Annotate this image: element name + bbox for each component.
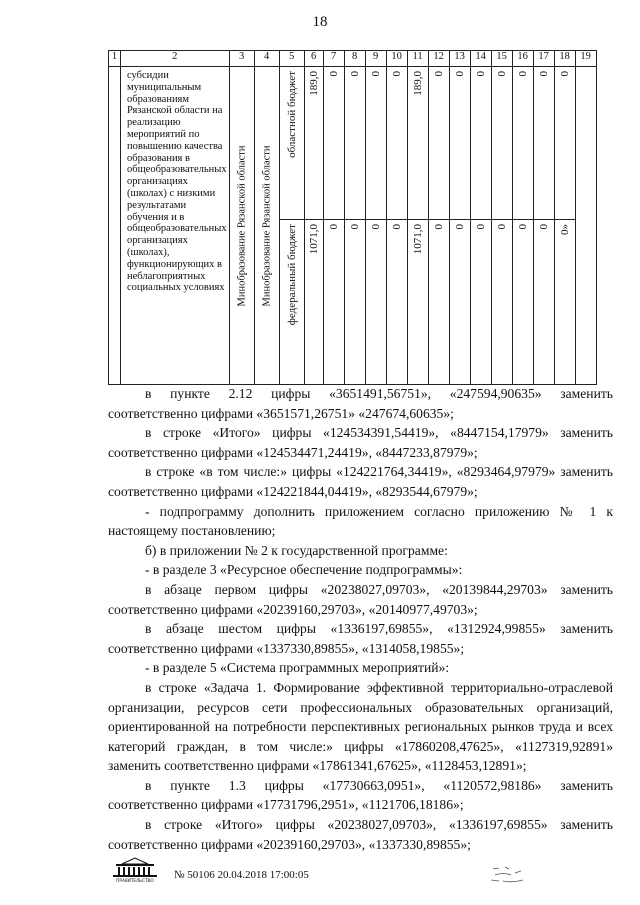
page-number: 18 xyxy=(312,14,328,30)
col-header: 1 xyxy=(109,51,121,67)
registration-stamp: № 50106 20.04.2018 17:00:05 xyxy=(174,869,309,881)
paragraph: в пункте 2.12 цифры «3651491,56751», «247594,90635» заменить соответственно цифрами «3651571,26751» «247674,60635»; xyxy=(108,386,613,421)
funding-source: областной бюджет xyxy=(285,71,298,158)
paragraph: - в разделе 3 «Ресурсное обеспечение подпрограммы»: xyxy=(145,562,463,578)
paragraph: в абзаце шестом цифры «1336197,69855», «1312924,99855» заменить соответственно цифрами «1337330,89855», «1314058,19855»; xyxy=(108,621,613,656)
value-cell xyxy=(344,220,365,385)
value-cell xyxy=(512,67,533,220)
cell-value: 0 xyxy=(348,224,361,230)
cell-value: 0 xyxy=(495,224,508,230)
paragraph: в строке «Итого» цифры «124534391,54419», «8447154,17979» заменить соответственно цифрами «124534471,24419», «8447233,87979»; xyxy=(108,425,613,460)
col-header: 17 xyxy=(533,51,554,67)
cell-value: 0 xyxy=(369,224,382,230)
cell-value: 189,0 xyxy=(307,71,320,96)
col-header: 7 xyxy=(323,51,344,67)
paragraph: - в разделе 5 «Система программных мероприятий»: xyxy=(145,660,450,676)
value-cell xyxy=(428,67,449,220)
cell-value: 1071,0 xyxy=(411,224,424,255)
value-cell xyxy=(323,220,344,385)
col-header: 11 xyxy=(407,51,428,67)
cell-value: 0 xyxy=(558,71,571,77)
government-building-logo xyxy=(110,857,160,883)
value-cell xyxy=(304,67,323,220)
row-number-cell xyxy=(109,67,121,385)
logo-caption: ПРАВИТЕЛЬСТВО xyxy=(116,878,154,883)
col-header: 16 xyxy=(512,51,533,67)
paragraph: в строке «Задача 1. Формирование эффективной территориально-отраслевой организации, ресурсов сети профессиональных образовательных организаций, ориентированной на потребности перспективных региональных рынков труда и всех категорий граждан, в том числе:» цифры «17860208,47625», «1127319,92891» заменить соответственно цифрами «17861341,67625», «1128453,12891»; xyxy=(108,679,613,774)
value-cell xyxy=(449,220,470,385)
col-header: 10 xyxy=(386,51,407,67)
paragraph: - подпрограмму дополнить приложением согласно приложению № 1 к настоящему постановлению; xyxy=(108,503,613,539)
cell-value: 0 xyxy=(516,224,529,230)
empty-cell xyxy=(575,67,596,385)
signature-marks xyxy=(485,863,545,887)
table-header-row xyxy=(109,51,597,67)
col-header: 6 xyxy=(304,51,323,67)
footer xyxy=(110,857,590,887)
col-header: 18 xyxy=(554,51,575,67)
executor-text: Минобразование Рязанской области xyxy=(236,145,248,306)
value-cell xyxy=(365,67,386,220)
cell-value: 0 xyxy=(348,71,361,77)
col-header: 8 xyxy=(344,51,365,67)
cell-value: 0 xyxy=(432,224,445,230)
value-cell xyxy=(449,67,470,220)
cell-value: 0 xyxy=(327,224,340,230)
paragraph: в строке «в том числе:» цифры «124221764,34419», «8293464,97979» заменить соответственно цифрами «124221844,04419», «8293544,67979»; xyxy=(108,464,613,499)
coexecutor-text: Минобразование Рязанской области xyxy=(261,145,273,306)
value-cell xyxy=(407,67,428,220)
cell-value: 1071,0 xyxy=(307,224,320,255)
cell-value: 0 xyxy=(369,71,382,77)
coexecutor-cell xyxy=(254,67,279,385)
measure-description: субсидии муниципальным образованиям Рязанской области на реализацию мероприятий по повышению качества образования в общеобразовательных организациях (школах) с низкими результатами обучения и в общеобразовательных организациях (школах), функционирующих в неблагоприятных социальных условиях xyxy=(121,67,230,385)
cell-value: 0» xyxy=(558,224,571,235)
document-body xyxy=(108,384,613,854)
col-header: 4 xyxy=(254,51,279,67)
value-cell xyxy=(344,67,365,220)
col-header: 12 xyxy=(428,51,449,67)
table-row xyxy=(109,67,597,220)
source-cell xyxy=(279,220,304,385)
value-cell xyxy=(491,67,512,220)
value-cell xyxy=(470,220,491,385)
funding-source: федеральный бюджет xyxy=(285,224,298,326)
col-header: 2 xyxy=(121,51,230,67)
value-cell xyxy=(304,220,323,385)
value-cell xyxy=(323,67,344,220)
col-header: 5 xyxy=(279,51,304,67)
cell-value: 0 xyxy=(453,224,466,230)
cell-value: 0 xyxy=(327,71,340,77)
cell-value: 0 xyxy=(453,71,466,77)
cell-value: 0 xyxy=(474,71,487,77)
value-cell xyxy=(533,67,554,220)
paragraph: в строке «Итого» цифры «20238027,09703», «1336197,69855» заменить соответственно цифрами «20239160,29703», «1337330,89855»; xyxy=(108,817,613,852)
value-cell xyxy=(533,220,554,385)
executor-cell xyxy=(229,67,254,385)
cell-value: 0 xyxy=(537,71,550,77)
paragraph: в пункте 1.3 цифры «17730663,0951», «1120572,98186» заменить соответственно цифрами «17731796,2951», «1121706,18186»; xyxy=(108,777,613,813)
value-cell xyxy=(491,220,512,385)
col-header: 15 xyxy=(491,51,512,67)
col-header: 19 xyxy=(575,51,596,67)
col-header: 14 xyxy=(470,51,491,67)
value-cell xyxy=(386,67,407,220)
col-header: 9 xyxy=(365,51,386,67)
source-cell xyxy=(279,67,304,220)
value-cell xyxy=(554,220,575,385)
cell-value: 0 xyxy=(537,224,550,230)
cell-value: 0 xyxy=(390,71,403,77)
cell-value: 0 xyxy=(390,224,403,230)
value-cell xyxy=(407,220,428,385)
paragraph: б) в приложении № 2 к государственной программе: xyxy=(145,542,448,558)
col-header: 3 xyxy=(229,51,254,67)
value-cell xyxy=(365,220,386,385)
paragraph: в абзаце первом цифры «20238027,09703», «20139844,29703» заменить соответственно цифрами «20239160,29703», «20140977,49703»; xyxy=(108,581,613,617)
cell-value: 0 xyxy=(474,224,487,230)
value-cell xyxy=(470,67,491,220)
cell-value: 0 xyxy=(516,71,529,77)
value-cell xyxy=(386,220,407,385)
cell-value: 189,0 xyxy=(411,71,424,96)
value-cell xyxy=(428,220,449,385)
program-table xyxy=(108,50,597,385)
value-cell xyxy=(554,67,575,220)
cell-value: 0 xyxy=(495,71,508,77)
cell-value: 0 xyxy=(432,71,445,77)
value-cell xyxy=(512,220,533,385)
col-header: 13 xyxy=(449,51,470,67)
